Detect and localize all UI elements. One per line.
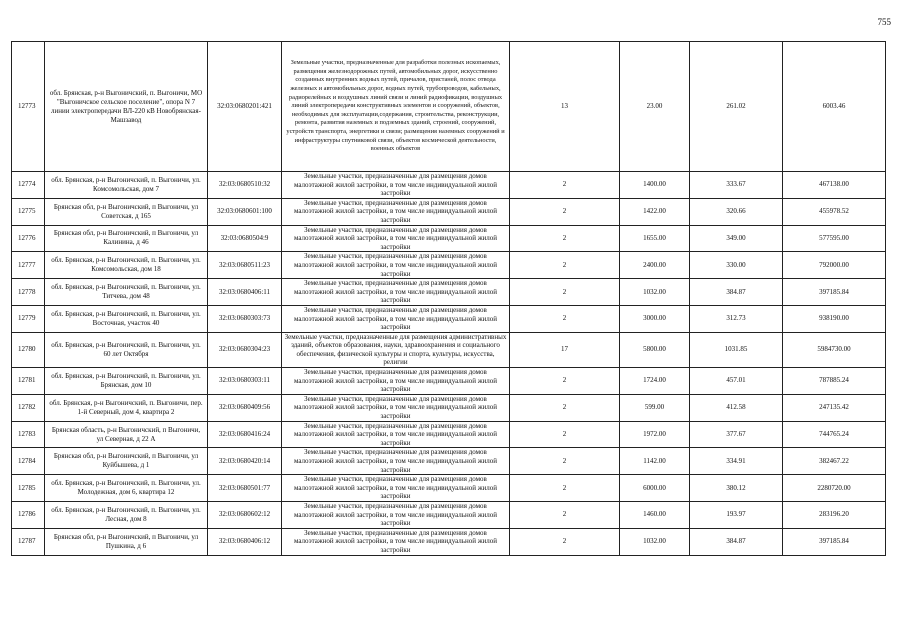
land-use-cell: Земельные участки, предназначенные для размещения домов малоэтажной жилой застройки, в том числе индивидуальной жилой застройки: [282, 501, 510, 528]
table-row: [12, 172, 886, 199]
row-number-cell: 12783: [12, 421, 45, 448]
area-cell: 1142.00: [620, 448, 690, 475]
cadastral-value-cell: 744765.24: [783, 421, 886, 448]
cadastral-number-cell: 32:03:0680501:77: [208, 475, 282, 502]
specific-value-cell: 330.00: [690, 252, 783, 279]
use-group-cell: 2: [510, 528, 620, 555]
use-group-cell: 2: [510, 252, 620, 279]
cadastral-number-cell: 32:03:0680511:23: [208, 252, 282, 279]
row-number-cell: 12785: [12, 475, 45, 502]
specific-value-cell: 384.87: [690, 528, 783, 555]
use-group-cell: 2: [510, 448, 620, 475]
cadastral-number-cell: 32:03:0680416:24: [208, 421, 282, 448]
address-cell: обл. Брянская, р-н Выгоничский, п. Выгоничи, ул. Молодежная, дом 6, квартира 12: [45, 475, 208, 502]
row-number-cell: 12773: [12, 42, 45, 172]
use-group-cell: 2: [510, 368, 620, 395]
address-cell: обл. Брянская, р-н Выгоничский, п. Выгоничи, ул. Комсомольская, дом 18: [45, 252, 208, 279]
cadastral-value-cell: 2280720.00: [783, 475, 886, 502]
land-use-cell: Земельные участки, предназначенные для размещения домов малоэтажной жилой застройки, в том числе индивидуальной жилой застройки: [282, 172, 510, 199]
use-group-cell: 2: [510, 198, 620, 225]
table-row: [12, 475, 886, 502]
land-use-cell: Земельные участки, предназначенные для размещения домов малоэтажной жилой застройки, в том числе индивидуальной жилой застройки: [282, 305, 510, 332]
cadastral-value-cell: 6003.46: [783, 42, 886, 172]
cadastral-value-cell: 397185.84: [783, 279, 886, 306]
address-cell: обл. Брянская, р-н Выгоничский, п. Выгоничи, ул. Восточная, участок 40: [45, 305, 208, 332]
specific-value-cell: 377.67: [690, 421, 783, 448]
cadastral-value-cell: 397185.84: [783, 528, 886, 555]
cadastral-value-cell: 455978.52: [783, 198, 886, 225]
row-number-cell: 12774: [12, 172, 45, 199]
land-use-cell: Земельные участки, предназначенные для размещения домов малоэтажной жилой застройки, в том числе индивидуальной жилой застройки: [282, 279, 510, 306]
area-cell: 23.00: [620, 42, 690, 172]
specific-value-cell: 412.58: [690, 394, 783, 421]
cadastral-number-cell: 32:03:0680602:12: [208, 501, 282, 528]
cadastral-value-cell: 467138.00: [783, 172, 886, 199]
table-row: [12, 501, 886, 528]
specific-value-cell: 312.73: [690, 305, 783, 332]
land-use-cell: Земельные участки, предназначенные для размещения домов малоэтажной жилой застройки, в том числе индивидуальной жилой застройки: [282, 421, 510, 448]
row-number-cell: 12787: [12, 528, 45, 555]
land-use-cell: Земельные участки, предназначенные для размещения домов малоэтажной жилой застройки, в том числе индивидуальной жилой застройки: [282, 225, 510, 252]
land-use-cell: Земельные участки, предназначенные для размещения домов малоэтажной жилой застройки, в том числе индивидуальной жилой застройки: [282, 448, 510, 475]
table-row: [12, 368, 886, 395]
use-group-cell: 2: [510, 225, 620, 252]
table-row: [12, 252, 886, 279]
area-cell: 1460.00: [620, 501, 690, 528]
use-group-cell: 13: [510, 42, 620, 172]
land-use-cell: Земельные участки, предназначенные для размещения домов малоэтажной жилой застройки, в том числе индивидуальной жилой застройки: [282, 252, 510, 279]
cadastral-value-cell: 938190.00: [783, 305, 886, 332]
area-cell: 1400.00: [620, 172, 690, 199]
specific-value-cell: 320.66: [690, 198, 783, 225]
row-number-cell: 12780: [12, 332, 45, 367]
cadastral-value-cell: 577595.00: [783, 225, 886, 252]
address-cell: обл. Брянская, р-н Выгоничский, п. Выгоничи, ул. Комсомольская, дом 7: [45, 172, 208, 199]
row-number-cell: 12778: [12, 279, 45, 306]
cadastral-value-cell: 787885.24: [783, 368, 886, 395]
row-number-cell: 12779: [12, 305, 45, 332]
address-cell: Брянская обл, р-н Выгоничский, п Выгоничи, ул Пушкина, д 6: [45, 528, 208, 555]
use-group-cell: 2: [510, 305, 620, 332]
area-cell: 1724.00: [620, 368, 690, 395]
address-cell: обл. Брянская, р-н Выгоничский, п. Выгоничи, ул. 60 лет Октября: [45, 332, 208, 367]
address-cell: Брянская область, р-н Выгоничский, п Выгоничи, ул Северная, д 22 А: [45, 421, 208, 448]
area-cell: 1032.00: [620, 279, 690, 306]
use-group-cell: 2: [510, 501, 620, 528]
table-row: [12, 198, 886, 225]
specific-value-cell: 193.97: [690, 501, 783, 528]
cadastral-number-cell: 32:03:0680601:100: [208, 198, 282, 225]
land-use-cell: Земельные участки, предназначенные для размещения административных зданий, объектов образования, науки, здравоохранения и социального обеспечения, физической культуры и спорта, культуры, искусства, религии: [282, 332, 510, 367]
area-cell: 1032.00: [620, 528, 690, 555]
table-row: [12, 448, 886, 475]
use-group-cell: 2: [510, 475, 620, 502]
cadastral-value-cell: 5984730.00: [783, 332, 886, 367]
specific-value-cell: 261.02: [690, 42, 783, 172]
area-cell: 5800.00: [620, 332, 690, 367]
use-group-cell: 2: [510, 279, 620, 306]
table-row: [12, 332, 886, 367]
table-row: [12, 42, 886, 172]
cadastral-number-cell: 32:03:0680510:32: [208, 172, 282, 199]
table-row: [12, 421, 886, 448]
address-cell: Брянская обл, р-н Выгоничский, п Выгоничи, ул Куйбышева, д 1: [45, 448, 208, 475]
page-number: 755: [877, 17, 891, 27]
cadastral-value-cell: 247135.42: [783, 394, 886, 421]
table-body: [12, 42, 886, 556]
land-use-cell: Земельные участки, предназначенные для размещения домов малоэтажной жилой застройки, в том числе индивидуальной жилой застройки: [282, 475, 510, 502]
cadastral-value-table: [11, 41, 886, 556]
land-use-cell: Земельные участки, предназначенные для размещения домов малоэтажной жилой застройки, в том числе индивидуальной жилой застройки: [282, 368, 510, 395]
cadastral-value-cell: 792000.00: [783, 252, 886, 279]
address-cell: обл. Брянская, р-н Выгоничский, п. Выгоничи, ул. Титчева, дом 48: [45, 279, 208, 306]
cadastral-number-cell: 32:03:0680201:421: [208, 42, 282, 172]
area-cell: 1972.00: [620, 421, 690, 448]
address-cell: обл. Брянская, р-н Выгоничский, п. Выгоничи, ул. Брянская, дом 10: [45, 368, 208, 395]
land-use-cell: Земельные участки, предназначенные для разработки полезных ископаемых, размещения железнодорожных путей, автомобильных дорог, искусственно созданных внутренних водных путей, причалов, пристаней, полос отвода железных и автомобильных дорог, водных путей, трубопроводов, кабельных, радиорелейных и воздушных линий связи и линий радиофикации, воздушных линий электропередачи конструктивных элементов и сооружений, объектов, необходимых для эксплуатации,содержания, строительства, реконструкции, ремонта, развития наземных и подземных зданий, строений, сооружений, устройств транспорта, энергетики и связи; размещения наземных сооружений и инфраструктуры спутниковой связи, объектов космической деятельности, военных объектов: [282, 42, 510, 172]
table-row: [12, 225, 886, 252]
cadastral-value-cell: 283196.20: [783, 501, 886, 528]
area-cell: 3000.00: [620, 305, 690, 332]
address-cell: Брянская обл, р-н Выгоничский, п Выгоничи, ул Калинина, д 46: [45, 225, 208, 252]
row-number-cell: 12777: [12, 252, 45, 279]
cadastral-number-cell: 32:03:0680406:12: [208, 528, 282, 555]
area-cell: 6000.00: [620, 475, 690, 502]
address-cell: обл. Брянская, р-н Выгоничский, п. Выгоничи, МО "Выгоничское сельское поселение", опора N 7 линии электропередачи ВЛ-220 кВ Новобрянская-Машзавод: [45, 42, 208, 172]
cadastral-number-cell: 32:03:0680409:56: [208, 394, 282, 421]
specific-value-cell: 380.12: [690, 475, 783, 502]
cadastral-number-cell: 32:03:0680420:14: [208, 448, 282, 475]
use-group-cell: 2: [510, 394, 620, 421]
area-cell: 2400.00: [620, 252, 690, 279]
row-number-cell: 12775: [12, 198, 45, 225]
table-row: [12, 528, 886, 555]
row-number-cell: 12781: [12, 368, 45, 395]
specific-value-cell: 349.00: [690, 225, 783, 252]
row-number-cell: 12784: [12, 448, 45, 475]
area-cell: 1655.00: [620, 225, 690, 252]
use-group-cell: 2: [510, 421, 620, 448]
address-cell: обл. Брянская, р-н Выгоничский, п. Выгоничи, ул. Лесная, дом 8: [45, 501, 208, 528]
land-use-cell: Земельные участки, предназначенные для размещения домов малоэтажной жилой застройки, в том числе индивидуальной жилой застройки: [282, 528, 510, 555]
row-number-cell: 12786: [12, 501, 45, 528]
cadastral-number-cell: 32:03:0680504:9: [208, 225, 282, 252]
specific-value-cell: 333.67: [690, 172, 783, 199]
specific-value-cell: 457.01: [690, 368, 783, 395]
specific-value-cell: 334.91: [690, 448, 783, 475]
address-cell: обл. Брянская, р-н Выгоничский, п. Выгоничи, пер. 1-й Северный, дом 4, квартира 2: [45, 394, 208, 421]
use-group-cell: 2: [510, 172, 620, 199]
table-row: [12, 394, 886, 421]
use-group-cell: 17: [510, 332, 620, 367]
land-use-cell: Земельные участки, предназначенные для размещения домов малоэтажной жилой застройки, в том числе индивидуальной жилой застройки: [282, 394, 510, 421]
cadastral-number-cell: 32:03:0680406:11: [208, 279, 282, 306]
table-row: [12, 305, 886, 332]
cadastral-number-cell: 32:03:0680304:23: [208, 332, 282, 367]
row-number-cell: 12776: [12, 225, 45, 252]
row-number-cell: 12782: [12, 394, 45, 421]
area-cell: 599.00: [620, 394, 690, 421]
address-cell: Брянская обл, р-н Выгоничский, п Выгоничи, ул Советская, д 165: [45, 198, 208, 225]
cadastral-value-cell: 382467.22: [783, 448, 886, 475]
area-cell: 1422.00: [620, 198, 690, 225]
land-use-cell: Земельные участки, предназначенные для размещения домов малоэтажной жилой застройки, в том числе индивидуальной жилой застройки: [282, 198, 510, 225]
cadastral-number-cell: 32:03:0680303:11: [208, 368, 282, 395]
cadastral-number-cell: 32:03:0680303:73: [208, 305, 282, 332]
table-row: [12, 279, 886, 306]
specific-value-cell: 1031.85: [690, 332, 783, 367]
specific-value-cell: 384.87: [690, 279, 783, 306]
